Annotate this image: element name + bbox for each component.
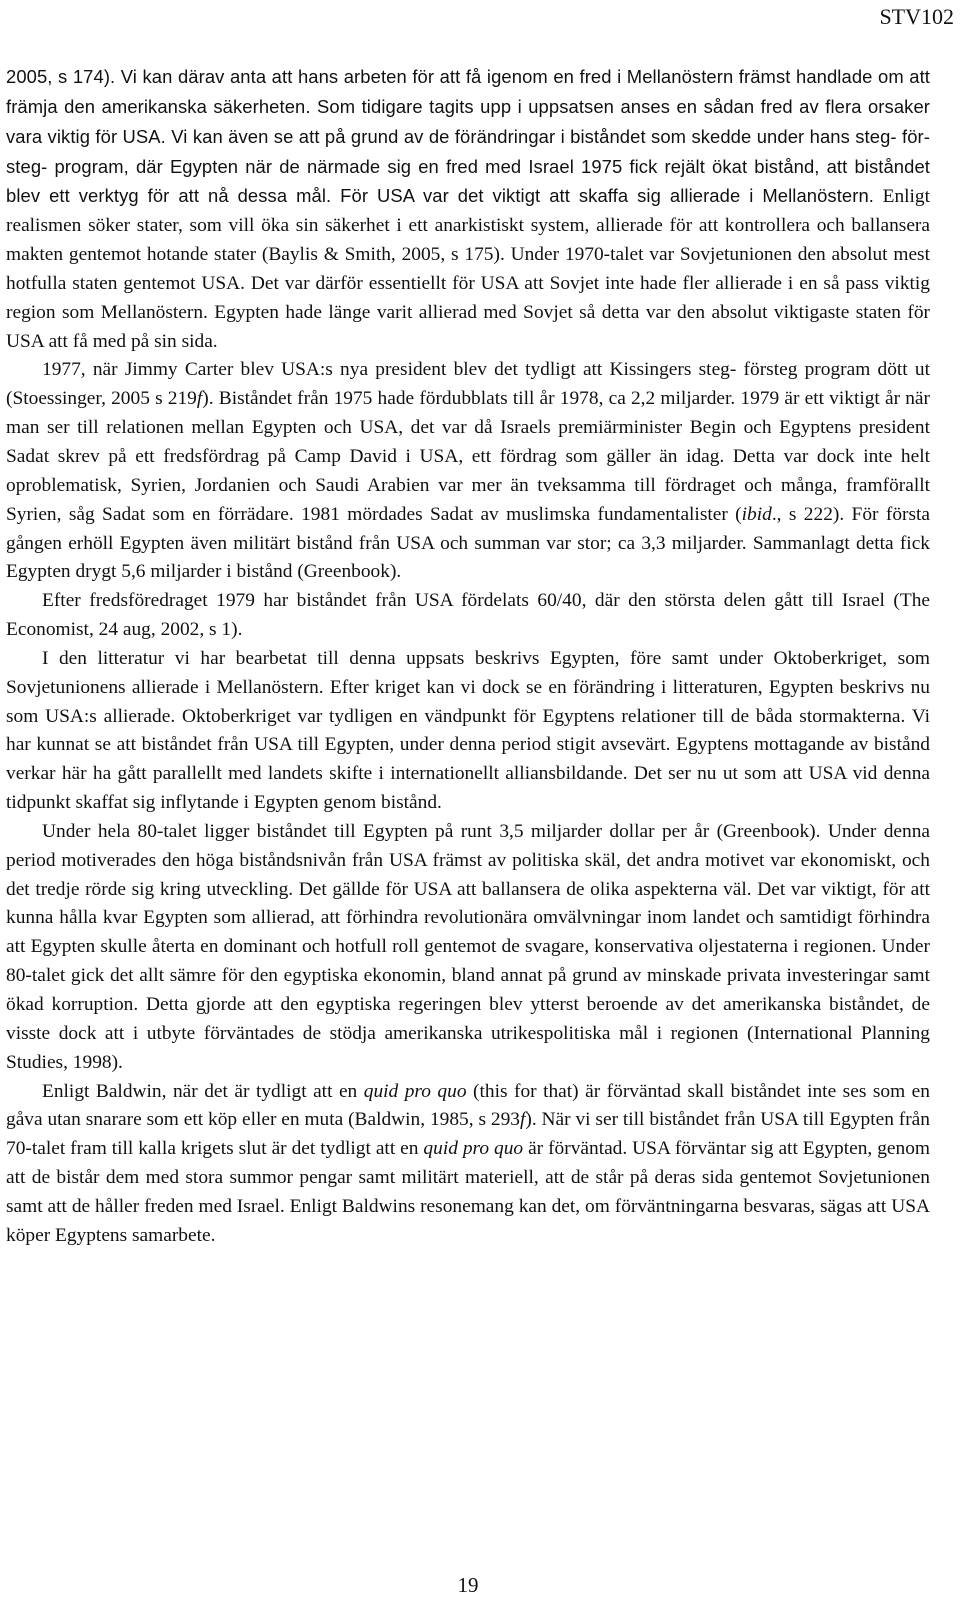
paragraph-1-segment-2: Vi kan även se att på grund av de förändringar i biståndet som skedde under hans steg- för- steg- program, där Egypten när de närmade sig en fred med Israel 1975 fick rejält ökat bistånd, att biståndet blev ett verktyg för att nå dessa mål. För USA var det viktigt att skaffa sig allierade i Mellanöstern. [6, 125, 930, 207]
paragraph-6-segment-3: (this for that) är förväntad skall biståndet inte ses som en gåva utan snarare som ett köp eller en muta (Baldwin, 1985, s 293 [6, 1080, 930, 1131]
paragraph-5 [6, 818, 930, 1078]
document-body [6, 63, 930, 1251]
paragraph-4 [6, 645, 930, 818]
paragraph-6-segment-5: ). När vi ser till biståndet från USA till Egypten från 70-talet fram till kalla krigets slut är det tydligt att en [6, 1109, 930, 1160]
paragraph-6-segment-1: Enligt Baldwin, när det är tydligt att en [42, 1080, 364, 1102]
paragraph-1-segment-1: 2005, s 174). Vi kan därav anta att hans arbeten för att få igenom en fred i Mellanöstern främst handlade om att främja den amerikanska säkerheten. Som tidigare tagits upp i uppsatsen anses en sådan fred av flera orsaker vara viktig för USA. [6, 66, 930, 147]
course-code-header: STV102 [879, 4, 954, 29]
paragraph-4-text: I den litteratur vi har bearbetat till denna uppsats beskrivs Egypten, före samt under Oktoberkriget, som Sovjetunionens allierade i Mellanöstern. Efter kriget kan vi dock se en förändring i litteraturen, Egypten beskrivs nu som USA:s allierade. Oktoberkriget var tydligen en vändpunkt för Egyptens relationer till de båda stormakterna. Vi har kunnat se att biståndet från USA till Egypten, under denna period stigit avsevärt. Egyptens mottagande av bistånd verkar här ha gått parallellt med landets skifte i internationellt alliansbildande. Det ser nu ut som att USA vid denna tidpunkt skaffat sig inflytande i Egypten genom bistånd. [6, 647, 930, 814]
paragraph-3-text: Efter fredsföredraget 1979 har biståndet från USA fördelats 60/40, där den största delen gått till Israel (The Economist, 24 aug, 2002, s 1). [6, 590, 930, 641]
paragraph-5-text: Under hela 80-talet ligger biståndet till Egypten på runt 3,5 miljarder dollar per år (Greenbook). Under denna period motiverades den höga biståndsnivån från USA främst av politiska skäl, det andra motivet var ekonomiskt, och det tredje rörde sig kring utveckling. Det gällde för USA att ballansera de olika aspekterna väl. Det var viktigt, för att kunna hålla kvar Egypten som allierad, att förhindra revolutionära omvälvningar inom landet och samtidigt förhindra att Egypten skulle återta en dominant och hotfull roll gentemot de svagare, konservativa oljestaterna i regionen. Under 80-talet gick det allt sämre för den egyptiska ekonomin, bland annat på grund av minskade privata investeringar samt ökad korruption. Detta gjorde att den egyptiska regeringen blev ytterst beroende av det amerikanska biståndet, de visste dock att i utbyte förväntades de stödja amerikanska utrikespolitiska mål i regionen (International Planning Studies, 1998). [6, 820, 930, 1073]
paragraph-1 [6, 63, 930, 356]
paragraph-2-segment-5: ., s 222). För första gången erhöll Egypten även militärt bistånd från USA och summan var stor; ca 3,3 miljarder. Sammanlagt detta fick Egypten drygt 5,6 miljarder i bistånd (Greenbook). [6, 503, 931, 583]
paragraph-2-segment-1: 1977, när Jimmy Carter blev USA:s nya president blev det tydligt att Kissingers steg- försteg program dött ut (Stoessinger, 2005 s 219 [6, 359, 930, 410]
paragraph-2 [6, 356, 930, 587]
paragraph-2-segment-3: ). Biståndet från 1975 hade fördubblats till år 1978, ca 2,2 miljarder. 1979 är ett viktigt år när man ser till relationen mellan Egypten och USA, det var då Israels premiärminister Begin och Egyptens president Sadat skrev på ett fredsfördrag på Camp David i USA, ett fördrag som gäller än idag. Detta var dock inte helt oproblematisk, Syrien, Jordanien och Saudi Arabien var mer än tveksamma till fördraget och många, framförallt Syrien, såg Sadat som en förrädare. 1981 mördades Sadat av muslimska fundamentalister ( [6, 388, 930, 525]
paragraph-6-italic-quid-pro-quo-1: quid pro quo [363, 1080, 467, 1102]
paragraph-2-italic-f: f [196, 388, 203, 410]
page-number: 19 [457, 1573, 479, 1597]
paragraph-6 [6, 1078, 930, 1251]
paragraph-3 [6, 587, 930, 645]
paragraph-6-italic-quid-pro-quo-2: quid pro quo [423, 1138, 524, 1160]
paragraph-6-segment-7: är förväntad. USA förväntar sig att Egypten, genom att de bistår dem med stora summor pengar samt militärt materiell, att de står på deras sida gentemot Sovjetunionen samt att de håller freden med Israel. Enligt Baldwins resonemang kan det, om förväntningarna besvaras, sägas att USA köper Egyptens samarbete. [6, 1138, 930, 1246]
paragraph-1-segment-3: Enligt realismen söker stater, som vill öka sin säkerhet i ett anarkistiskt system, allierade för att kontrollera och ballansera makten gentemot hotande stater (Baylis & Smith, 2005, s 175). Under 1970-talet var Sovjetunionen den absolut mest hotfulla staten gentemot USA. Det var därför essentiellt för USA att Sovjet inte hade fler allierade i en så pass viktig region som Mellanöstern. Egypten hade länge varit allierad med Sovjet så detta var den absolut viktigaste staten för USA att få med på sin sida. [6, 186, 930, 352]
paragraph-2-italic-ibid: ibid [741, 503, 772, 525]
paragraph-6-italic-f: f [519, 1109, 526, 1131]
